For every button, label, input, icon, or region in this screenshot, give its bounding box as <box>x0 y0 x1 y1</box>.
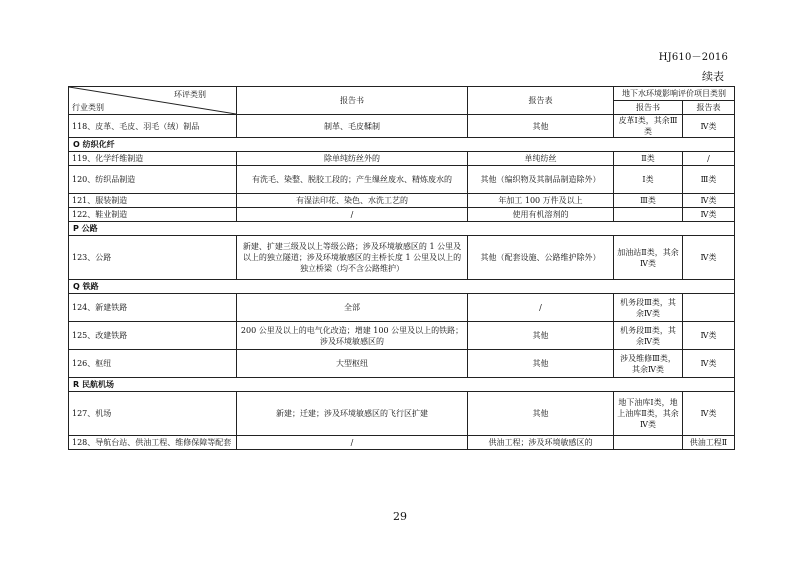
gw-report-form-cell: Ⅳ类 <box>683 392 735 436</box>
page-number: 29 <box>393 510 407 523</box>
header-report-form: 报告表 <box>468 87 614 115</box>
section-row <box>69 222 735 236</box>
industry-cell: 126、枢纽 <box>69 350 237 378</box>
industry-cell: 128、导航台站、供油工程、维修保障等配套 <box>69 436 237 450</box>
industry-cell: 125、改建铁路 <box>69 322 237 350</box>
report-form-cell: 其他 <box>468 115 614 138</box>
industry-cell: 124、新建铁路 <box>69 294 237 322</box>
report-form-cell: 其他（编织物及其制品制造除外） <box>468 166 614 194</box>
industry-cell: 123、公路 <box>69 236 237 280</box>
gw-report-form-cell: Ⅲ类 <box>683 166 735 194</box>
gw-report-book-cell <box>614 436 683 450</box>
header-groundwater-group: 地下水环境影响评价项目类别 <box>614 87 735 101</box>
gw-report-book-cell: 机务段Ⅲ类，其余Ⅳ类 <box>614 294 683 322</box>
gw-report-form-cell: / <box>683 152 735 166</box>
report-form-cell: 年加工 100 万件及以上 <box>468 194 614 208</box>
table-row <box>69 322 735 350</box>
report-book-cell: 全部 <box>237 294 468 322</box>
table-row <box>69 294 735 322</box>
industry-category-label: 行业类别 <box>72 103 104 112</box>
gw-report-book-cell: 地下油库Ⅰ类，地上油库Ⅱ类，其余Ⅳ类 <box>614 392 683 436</box>
gw-report-form-cell: Ⅳ类 <box>683 208 735 222</box>
report-form-cell: 其他 <box>468 322 614 350</box>
header-gw-report-form: 报告表 <box>683 101 735 115</box>
table-row <box>69 436 735 450</box>
report-book-cell: 除单纯纺丝外的 <box>237 152 468 166</box>
report-form-cell: 单纯纺丝 <box>468 152 614 166</box>
table-row <box>69 392 735 436</box>
table-row <box>69 350 735 378</box>
gw-report-book-cell: 皮革Ⅰ类，其余Ⅲ类 <box>614 115 683 138</box>
report-book-cell: 有湿法印花、染色、水洗工艺的 <box>237 194 468 208</box>
section-row <box>69 378 735 392</box>
gw-report-form-cell <box>683 294 735 322</box>
industry-cell: 121、服装制造 <box>69 194 237 208</box>
report-form-cell: 使用有机溶剂的 <box>468 208 614 222</box>
gw-report-book-cell: 加油站Ⅱ类，其余Ⅳ类 <box>614 236 683 280</box>
industry-cell: 122、鞋业制造 <box>69 208 237 222</box>
gw-report-book-cell: 机务段Ⅲ类，其余Ⅳ类 <box>614 322 683 350</box>
industry-cell: 118、皮革、毛皮、羽毛（绒）制品 <box>69 115 237 138</box>
section-row <box>69 280 735 294</box>
gw-report-book-cell: Ⅲ类 <box>614 194 683 208</box>
continued-label: 续表 <box>702 70 724 83</box>
gw-report-form-cell: Ⅳ类 <box>683 322 735 350</box>
table-row <box>69 236 735 280</box>
section-label: R 民航机场 <box>69 378 735 392</box>
header-gw-report-book: 报告书 <box>614 101 683 115</box>
gw-report-form-cell: Ⅳ类 <box>683 115 735 138</box>
header-row-top <box>69 87 735 101</box>
table-row <box>69 152 735 166</box>
report-book-cell: 新建、扩建三级及以上等级公路；涉及环境敏感区的 1 公里及以上的独立隧道；涉及环境敏感区的主桥长度 1 公里及以上的独立桥梁（均不含公路维护） <box>237 236 468 280</box>
gw-report-form-cell: Ⅳ类 <box>683 236 735 280</box>
report-book-cell: 有洗毛、染整、脱胶工段的；产生缫丝废水、精炼废水的 <box>237 166 468 194</box>
report-form-cell: 供油工程；涉及环境敏感区的 <box>468 436 614 450</box>
table-row <box>69 115 735 138</box>
table-row <box>69 166 735 194</box>
report-book-cell: 大型枢纽 <box>237 350 468 378</box>
gw-report-book-cell: Ⅱ类 <box>614 152 683 166</box>
gw-report-form-cell: Ⅳ类 <box>683 350 735 378</box>
gw-report-book-cell: Ⅰ类 <box>614 166 683 194</box>
table-row <box>69 208 735 222</box>
document-code: HJ610－2016 <box>658 52 728 63</box>
gw-report-form-cell: 供油工程Ⅱ <box>683 436 735 450</box>
classification-table <box>68 86 735 450</box>
industry-cell: 119、化学纤维制造 <box>69 152 237 166</box>
gw-report-book-cell <box>614 208 683 222</box>
table-row <box>69 194 735 208</box>
report-book-cell: 新建；迁建；涉及环境敏感区的飞行区扩建 <box>237 392 468 436</box>
table-body <box>69 87 735 450</box>
report-form-cell: 其他（配套设施、公路维护除外） <box>468 236 614 280</box>
report-form-cell: 其他 <box>468 392 614 436</box>
industry-cell: 120、纺织品制造 <box>69 166 237 194</box>
gw-report-book-cell: 涉及维修Ⅲ类，其余Ⅳ类 <box>614 350 683 378</box>
report-form-cell: 其他 <box>468 350 614 378</box>
report-book-cell: 200 公里及以上的电气化改造；增建 100 公里及以上的铁路；涉及环境敏感区的 <box>237 322 468 350</box>
section-label: P 公路 <box>69 222 735 236</box>
report-form-cell: / <box>468 294 614 322</box>
diagonal-header-cell <box>69 87 237 115</box>
report-book-cell: / <box>237 208 468 222</box>
report-book-cell: 制革、毛皮鞣制 <box>237 115 468 138</box>
gw-report-form-cell: Ⅳ类 <box>683 194 735 208</box>
eia-category-label: 环评类别 <box>174 90 206 99</box>
header-report-book: 报告书 <box>237 87 468 115</box>
section-label: O 纺织化纤 <box>69 138 735 152</box>
section-row <box>69 138 735 152</box>
section-label: Q 铁路 <box>69 280 735 294</box>
industry-cell: 127、机场 <box>69 392 237 436</box>
report-book-cell: / <box>237 436 468 450</box>
